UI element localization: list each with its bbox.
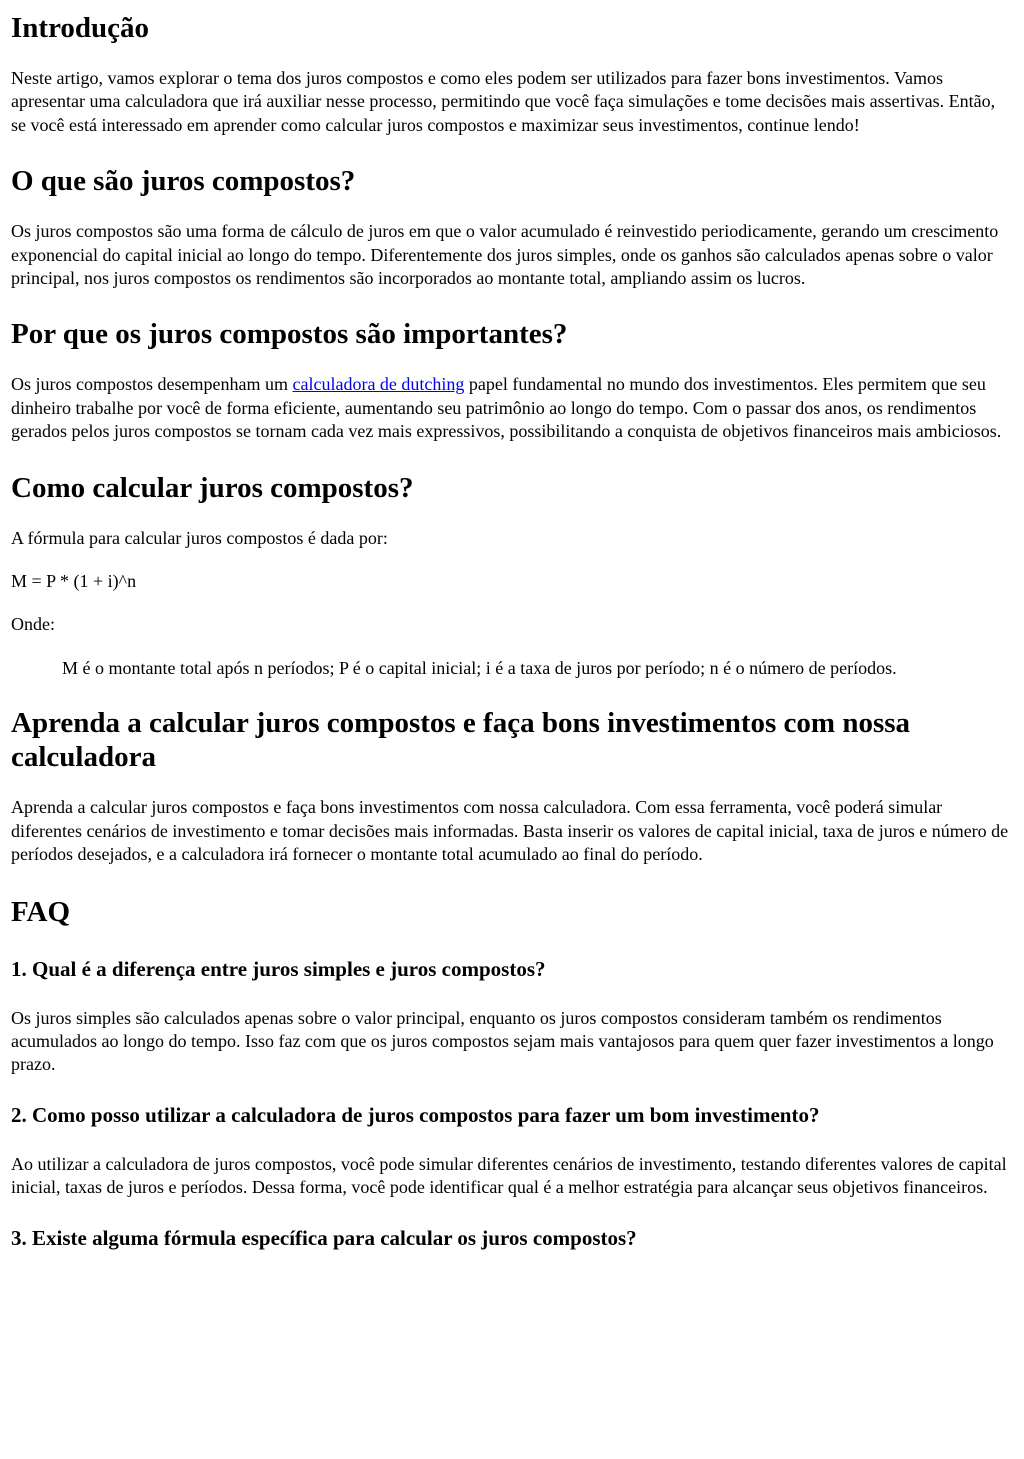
- heading-introducao: Introdução: [11, 12, 150, 44]
- paragraph-what: Os juros compostos são uma forma de cálculo de juros em que o valor acumulado é reinvestido periodicamente, gerando um crescimento exponencial do capital inicial ao longo do tempo. Diferentemente dos juros simples, onde os ganhos são calculados apenas sobre o valor principal, nos juros compostos os rendimentos são incorporados ao montante total, ampliando assim os lucros.: [11, 221, 999, 289]
- paragraph-formula-intro: A fórmula para calcular juros compostos é dada por:: [11, 527, 388, 548]
- heading-por-que-importantes: Por que os juros compostos são importantes?: [11, 318, 568, 351]
- article: [0, 11, 1024, 1250]
- calculadora-dutching-link[interactable]: calculadora de dutching: [292, 374, 465, 395]
- formula-variables-quote: M é o montante total após n períodos; P é o capital inicial; i é a taxa de juros por período; n é o número de períodos.: [62, 657, 897, 678]
- paragraph-why: [11, 373, 1013, 443]
- heading-o-que-sao-juros-compostos: O que são juros compostos?: [11, 165, 356, 198]
- paragraph-intro: Neste artigo, vamos explorar o tema dos juros compostos e como eles podem ser utilizados para fazer bons investimentos. Vamos apresentar uma calculadora que irá auxiliar nesse processo, permitindo que você faça simulações e tome decisões mais assertivas. Então, se você está interessado em aprender como calcular juros compostos e maximizar seus investimentos, continue lendo!: [11, 68, 996, 135]
- faq-question-1: 1. Qual é a diferença entre juros simples e juros compostos?: [11, 956, 546, 981]
- heading-faq: FAQ: [11, 895, 71, 928]
- faq-question-2: 2. Como posso utilizar a calculadora de juros compostos para fazer um bom investimento?: [11, 1102, 820, 1127]
- onde-label: Onde:: [11, 614, 55, 635]
- paragraph-why-text-before: Os juros compostos desempenham um: [11, 374, 293, 395]
- paragraph-why-text-after: papel fundamental no mundo dos investimentos. Eles permitem que seu dinheiro trabalhe por você de forma eficiente, aumentando seu patrimônio ao longo do tempo. Com o passar dos anos, os rendimentos gerados pelos juros compostos se tornam cada vez mais expressivos, possibilitando a conquista de objetivos financeiros mais ambiciosos.: [11, 374, 1002, 442]
- faq-answer-2: Ao utilizar a calculadora de juros compostos, você pode simular diferentes cenários de investimento, testando diferentes valores de capital inicial, taxas de juros e períodos. Dessa forma, você pode identificar qual é a melhor estratégia para alcançar seus objetivos financeiros.: [11, 1153, 1007, 1198]
- faq-answer-1: Os juros simples são calculados apenas sobre o valor principal, enquanto os juros compostos consideram também os rendimentos acumulados ao longo do tempo. Isso faz com que os juros compostos sejam mais vantajosos para quem quer fazer investimentos a longo prazo.: [11, 1007, 994, 1075]
- paragraph-learn: Aprenda a calcular juros compostos e faça bons investimentos com nossa calculadora. Com essa ferramenta, você poderá simular diferentes cenários de investimento e tomar decisões mais informadas. Basta inserir os valores de capital inicial, taxa de juros e número de períodos desejados, e a calculadora irá fornecer o montante total acumulado ao final do período.: [11, 797, 1009, 865]
- heading-como-calcular: Como calcular juros compostos?: [11, 471, 414, 504]
- faq-question-3: 3. Existe alguma fórmula específica para calcular os juros compostos?: [11, 1225, 637, 1250]
- formula-text: M = P * (1 + i)^n: [11, 571, 137, 592]
- heading-aprenda-calcular: Aprenda a calcular juros compostos e faça bons investimentos com nossa calculadora: [11, 707, 911, 774]
